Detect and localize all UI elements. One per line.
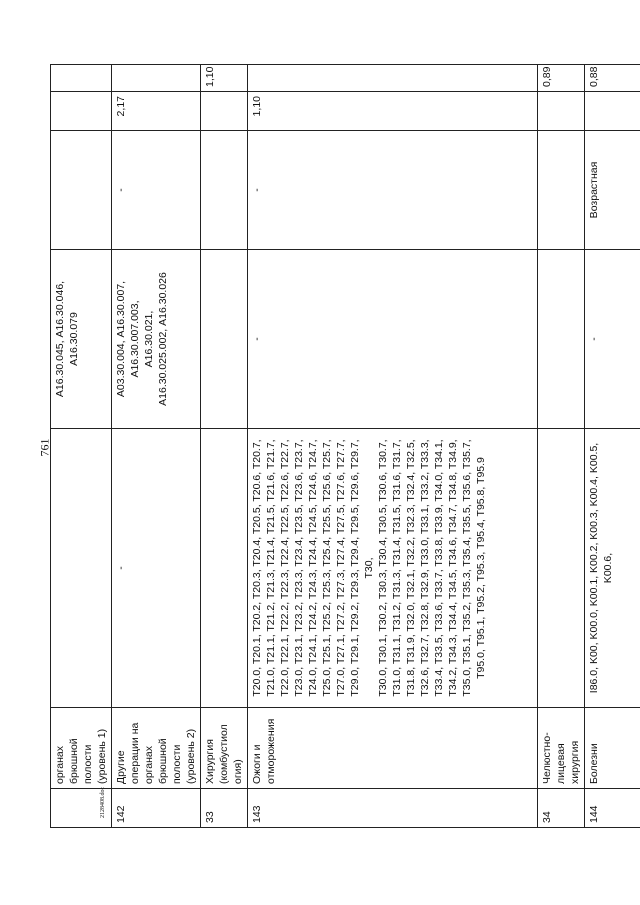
row-section-coefficient	[51, 65, 112, 92]
row-number: 143	[248, 789, 538, 828]
table-row	[248, 65, 538, 828]
row-coefficient: 2,17	[112, 92, 201, 131]
row-coefficient	[585, 92, 640, 131]
row-icd-codes: I86.0, K00, K00.0, K00.1, K00.2, K00.3, K00.4, K00.5, K00.6,	[585, 429, 640, 708]
row-icd-codes	[51, 429, 112, 708]
row-number: 142	[112, 789, 201, 828]
row-name: органах брюшной полости (уровень 1)	[51, 708, 112, 789]
row-icd-codes	[538, 429, 585, 708]
row-section-coefficient: 0,88	[585, 65, 640, 92]
row-coefficient: 1,10	[248, 92, 538, 131]
row-name: Челюстно- лицевая хирургия	[538, 708, 585, 789]
row-extra-criteria: -	[248, 131, 538, 250]
table-row	[585, 65, 640, 828]
row-name: Другие операции на органах брюшной полости (уровень 2)	[112, 708, 201, 789]
row-extra-criteria	[51, 131, 112, 250]
row-icd-codes: -	[112, 429, 201, 708]
row-service-codes	[538, 250, 585, 429]
page-number: 761	[37, 438, 52, 457]
document-id: 2128408.doc	[100, 786, 106, 818]
row-number	[51, 786, 112, 828]
tariff-table	[50, 64, 640, 828]
rotated-table-frame	[50, 66, 614, 828]
table-row	[51, 65, 112, 828]
row-number: 144	[585, 789, 640, 828]
row-service-codes: А03.30.004, А16.30.007, А16.30.007.003, А16.30.021, А16.30.025.002, А16.30.026	[112, 250, 201, 429]
row-number: 34	[538, 789, 585, 828]
row-extra-criteria	[201, 131, 248, 250]
row-name: Болезни	[585, 708, 640, 789]
row-extra-criteria	[538, 131, 585, 250]
row-section-coefficient	[112, 65, 201, 92]
row-number: 33	[201, 789, 248, 828]
row-icd-codes: T20.0, T20.1, T20.2, T20.3, T20.4, T20.5, T20.6, T20.7, T21.0, T21.1, T21.2, T21.3, T21.4, T21.5, T21.6, T21.7, T22.0, T22.1, T22.2, T22.3, T22.4, T22.5, T22.6, T22.7, T23.0, T23.1, T23.2, T23.3, T23.4, T23.5, T23.6, T23.7, T24.0, T24.1, T24.2, T24.3, T24.4, T24.5, T24.6, T24.7, T25.0, T25.1, T25.2, T25.3, T25.4, T25.5, T25.6, T25.7, T27.0, T27.1, T27.2, T27.3, T27.4, T27.5, T27.6, T27.7, T29.0, T29.1, T29.2, T29.3, T29.4, T29.5, T29.6, T29.7, T30, T30.0, T30.1, T30.2, T30.3, T30.4, T30.5, T30.6, T30.7, T31.0, T31.1, T31.2, T31.3, T31.4, T31.5, T31.6, T31.7, T31.8, T31.9, T32.0, T32.1, T32.2, T32.3, T32.4, T32.5, T32.6, T32.7, T32.8, T32.9, T33.0, T33.1, T33.2, T33.3, T33.4, T33.5, T33.6, T33.7, T33.8, T33.9, T34.0, T34.1, T34.2, T34.3, T34.4, T34.5, T34.6, T34.7, T34.8, T34.9, T35.0, T35.1, T35.2, T35.3, T35.4, T35.5, T35.6, T35.7, T95.0, T95.1, T95.2, T95.3, T95.4, T95.8, T95.9	[248, 429, 538, 708]
table-row	[538, 65, 585, 828]
row-section-coefficient	[248, 65, 538, 92]
row-section-coefficient: 1,10	[201, 65, 248, 92]
row-service-codes	[201, 250, 248, 429]
row-name: Хирургия (комбустиол огия)	[201, 708, 248, 789]
row-name: Ожоги и отморожения	[248, 708, 538, 789]
row-coefficient	[538, 92, 585, 131]
row-coefficient	[51, 92, 112, 131]
table-row	[112, 65, 201, 828]
row-coefficient	[201, 92, 248, 131]
table-row	[201, 65, 248, 828]
row-service-codes: -	[585, 250, 640, 429]
row-service-codes: -	[248, 250, 538, 429]
row-section-coefficient: 0,89	[538, 65, 585, 92]
row-icd-codes	[201, 429, 248, 708]
row-extra-criteria: -	[112, 131, 201, 250]
row-extra-criteria: Возрастная	[585, 131, 640, 250]
table-container	[50, 66, 614, 828]
row-service-codes: А16.30.045, А16.30.046, А16.30.079	[51, 250, 112, 429]
